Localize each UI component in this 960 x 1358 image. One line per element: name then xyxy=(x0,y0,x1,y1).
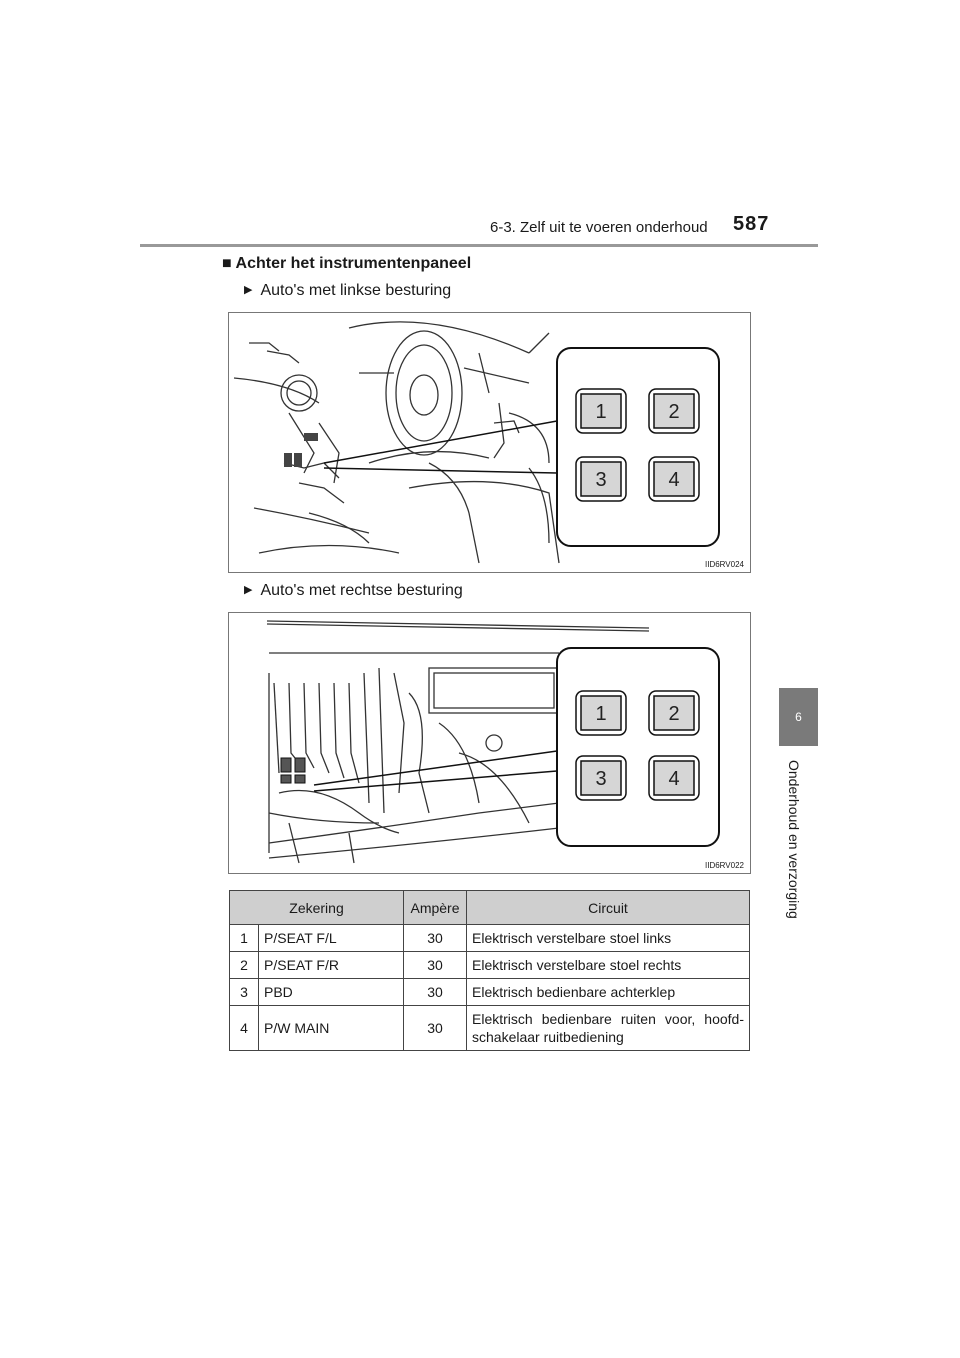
header-rule xyxy=(140,244,818,247)
fuse-1 xyxy=(576,691,626,735)
subheading-text: Auto's met linkse besturing xyxy=(260,282,452,299)
table-row xyxy=(230,925,750,952)
table-row xyxy=(230,979,750,1006)
subheading-right-hand-drive xyxy=(244,582,463,600)
fuse-2 xyxy=(649,389,699,433)
fuse-3-label: 3 xyxy=(595,768,607,790)
fuse-circuit: Elektrisch bedienbare achterklep xyxy=(467,979,750,1006)
fuse-4 xyxy=(649,457,699,501)
table-row xyxy=(230,952,750,979)
triangle-arrow-icon: ▶ xyxy=(244,584,253,596)
column-header-ampere: Ampère xyxy=(404,891,467,925)
fuse-location-figure-right xyxy=(228,612,751,874)
section-header: 6-3. Zelf uit te voeren onderhoud xyxy=(490,219,708,236)
fuse-name: P/SEAT F/L xyxy=(259,925,404,952)
fuse-4-label: 4 xyxy=(668,768,680,790)
subheading-left-hand-drive xyxy=(244,282,451,300)
fuse-1-label: 1 xyxy=(595,703,607,725)
section-title-text: Achter het instrumentenpaneel xyxy=(235,255,472,272)
page-number: 587 xyxy=(733,213,770,235)
fuse-2-label: 2 xyxy=(668,703,680,725)
chapter-label: Onderhoud en verzorging xyxy=(786,760,802,919)
fuse-circuit: Elektrisch verstelbare stoel links xyxy=(467,925,750,952)
fuse-name: P/SEAT F/R xyxy=(259,952,404,979)
fuse-name: P/W MAIN xyxy=(259,1006,404,1051)
chapter-tab: 6 xyxy=(779,688,818,746)
fuse-1-label: 1 xyxy=(595,401,607,423)
subheading-text: Auto's met rechtse besturing xyxy=(260,582,463,599)
fuse-circuit: Elektrisch bedienbare ruiten voor, hoofd-schakelaar ruitbediening xyxy=(467,1006,750,1051)
fuse-name: PBD xyxy=(259,979,404,1006)
figure-code: IID6RV024 xyxy=(705,560,744,569)
fuse-3 xyxy=(576,756,626,800)
figure-code: IID6RV022 xyxy=(705,861,744,870)
fuse-4 xyxy=(649,756,699,800)
fuse-number: 2 xyxy=(230,952,259,979)
fuse-2-label: 2 xyxy=(668,401,680,423)
section-title xyxy=(222,255,471,273)
fuse-number: 3 xyxy=(230,979,259,1006)
fuse-block-diagram xyxy=(229,313,750,572)
fuse-table xyxy=(229,890,750,1051)
fuse-block-diagram xyxy=(229,613,750,873)
fuse-4-label: 4 xyxy=(668,469,680,491)
fuse-ampere: 30 xyxy=(404,925,467,952)
table-row xyxy=(230,1006,750,1051)
fuse-ampere: 30 xyxy=(404,979,467,1006)
fuse-circuit: Elektrisch verstelbare stoel rechts xyxy=(467,952,750,979)
fuse-location-figure-left xyxy=(228,312,751,573)
fuse-1 xyxy=(576,389,626,433)
fuse-ampere: 30 xyxy=(404,1006,467,1051)
square-bullet-icon: ■ xyxy=(222,255,232,272)
table-header-row xyxy=(230,891,750,925)
fuse-2 xyxy=(649,691,699,735)
column-header-circuit: Circuit xyxy=(467,891,750,925)
fuse-number: 4 xyxy=(230,1006,259,1051)
fuse-3-label: 3 xyxy=(595,469,607,491)
column-header-fuse: Zekering xyxy=(230,891,404,925)
fuse-number: 1 xyxy=(230,925,259,952)
triangle-arrow-icon: ▶ xyxy=(244,284,253,296)
fuse-3 xyxy=(576,457,626,501)
fuse-ampere: 30 xyxy=(404,952,467,979)
